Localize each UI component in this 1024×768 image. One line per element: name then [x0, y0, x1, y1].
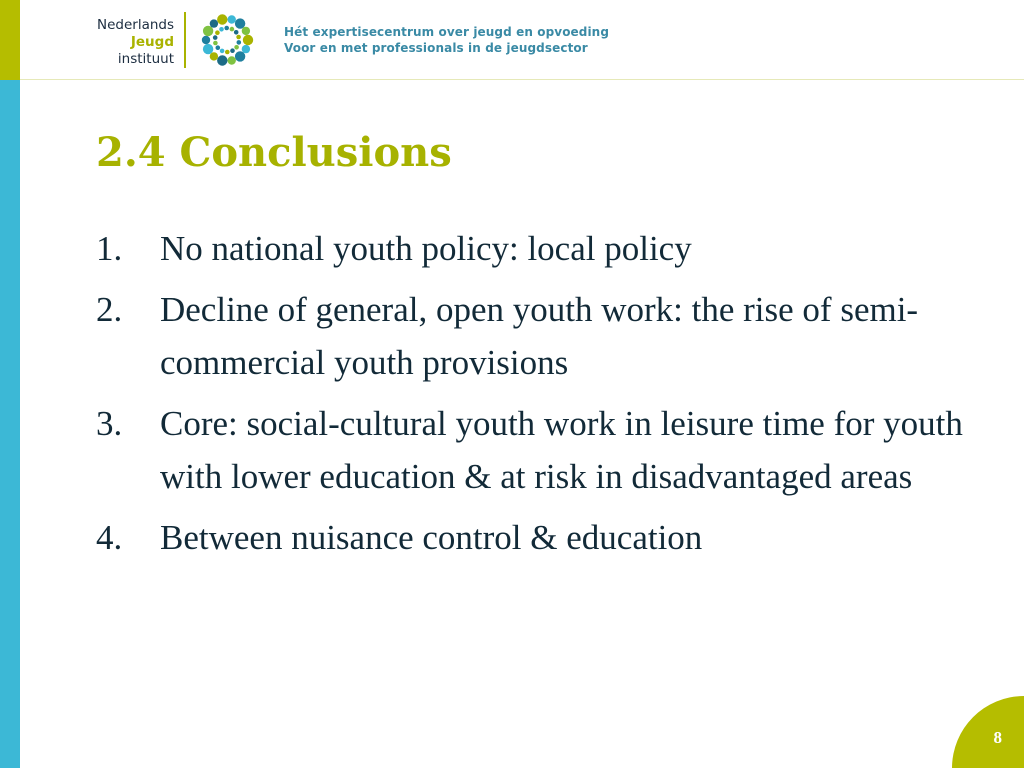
- tagline: [284, 24, 609, 56]
- page-number: 8: [993, 728, 1002, 747]
- list-item-number: 3.: [96, 404, 123, 443]
- list-item-text: Decline of general, open youth work: the rise of semi-commercial youth provisions: [160, 290, 919, 382]
- list-item-number: 2.: [96, 290, 123, 329]
- conclusions-list: [96, 222, 976, 572]
- list-item-text: Between nuisance control & education: [160, 518, 703, 557]
- list-item: [96, 222, 976, 275]
- tagline-line-2: Voor en met professionals in de jeugdsector: [284, 41, 588, 55]
- list-item: [96, 397, 976, 503]
- list-item: [96, 511, 976, 564]
- logo-line-instituut: instituut: [117, 51, 174, 67]
- tagline-line-1: Hét expertisecentrum over jeugd en opvoeding: [284, 25, 610, 39]
- accent-bar-blue: [0, 80, 20, 768]
- list-item: [96, 283, 976, 389]
- slide-title: 2.4 Conclusions: [96, 129, 452, 176]
- list-item-text: Core: social-cultural youth work in leisure time for youth with lower education & at risk in disadvantaged areas: [160, 404, 963, 496]
- header-divider: [20, 79, 1024, 80]
- logo-wordmark: [82, 17, 174, 68]
- list-item-text: No national youth policy: local policy: [160, 229, 692, 268]
- logo-line-nederlands: Nederlands: [96, 17, 174, 33]
- page-number-badge: [952, 696, 1024, 768]
- people-circle-icon: [196, 9, 258, 71]
- logo-line-jeugd: Jeugd: [130, 34, 174, 50]
- accent-bar-green: [0, 0, 20, 80]
- logo-divider: [184, 12, 186, 68]
- list-item-number: 4.: [96, 518, 123, 557]
- list-item-number: 1.: [96, 229, 123, 268]
